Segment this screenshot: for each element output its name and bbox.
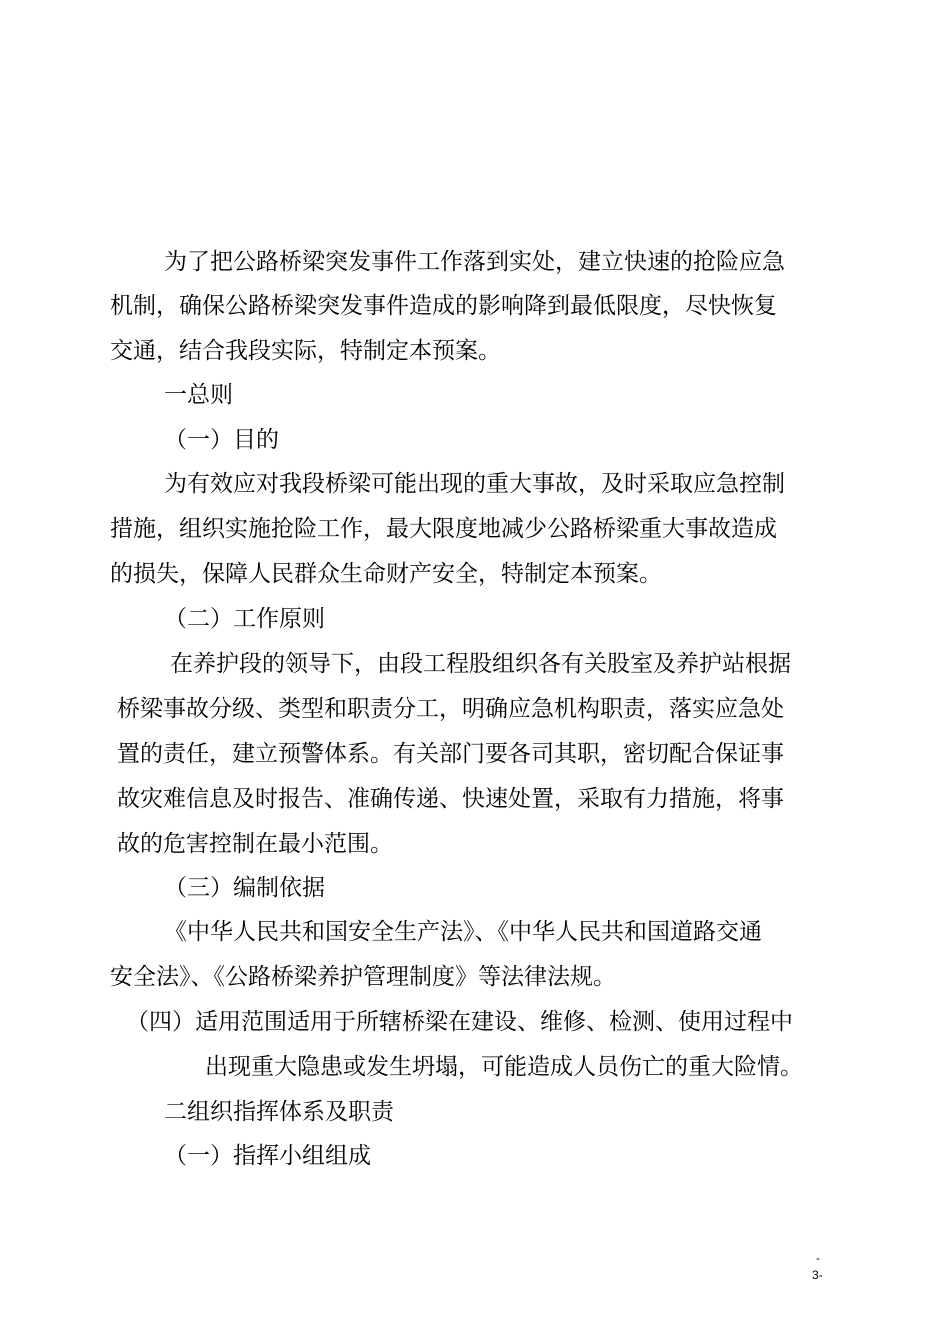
page-number-dash: - — [816, 1251, 820, 1265]
intro-line-2: 机制，确保公路桥梁突发事件造成的影响降到最低限度，尽快恢复 — [110, 293, 777, 319]
basis-line-1: 《中华人民共和国安全生产法》、《中华人民共和国道路交通 — [164, 919, 762, 945]
principles-line-1: 在养护段的领导下，由段工程股组织各有关股室及养护站根据 — [170, 651, 791, 677]
section-heading-general: 一总则 — [164, 382, 233, 408]
scope-line-2: 出现重大隐患或发生坍塌，可能造成人员伤亡的重大险情。 — [205, 1054, 803, 1080]
page-number: 3- — [812, 1268, 823, 1282]
purpose-line-1: 为有效应对我段桥梁可能出现的重大事故，及时采取应急控制 — [164, 471, 785, 497]
scope-line-1: （四）适用范围适用于所辖桥梁在建设、维修、检测、使用过程中 — [126, 1009, 793, 1035]
principles-line-2: 桥梁事故分级、类型和职责分工，明确应急机构职责，落实应急处 — [117, 696, 784, 722]
purpose-line-2: 措施，组织实施抢险工作，最大限度地减少公路桥梁重大事故造成 — [110, 516, 777, 542]
intro-line-1: 为了把公路桥梁突发事件工作落到实处，建立快速的抢险应急 — [164, 249, 785, 275]
subsection-heading-group: （一）指挥小组组成 — [164, 1143, 371, 1169]
principles-line-3: 置的责任，建立预警体系。有关部门要各司其职，密切配合保证事 — [117, 741, 784, 767]
intro-line-3: 交通，结合我段实际，特制定本预案。 — [110, 338, 501, 364]
purpose-line-3: 的损失，保障人民群众生命财产安全，特制定本预案。 — [110, 561, 662, 587]
section-heading-organization: 二组织指挥体系及职责 — [164, 1099, 394, 1125]
principles-line-4: 故灾难信息及时报告、准确传递、快速处置，采取有力措施，将事 — [117, 786, 784, 812]
basis-line-2: 安全法》、《公路桥梁养护管理制度》等法律法规。 — [110, 964, 616, 990]
subsection-heading-principles: （二）工作原则 — [164, 606, 325, 632]
principles-line-5: 故的危害控制在最小范围。 — [117, 831, 393, 857]
subsection-heading-basis: （三）编制依据 — [164, 875, 325, 901]
subsection-heading-purpose: （一）目的 — [164, 427, 279, 453]
